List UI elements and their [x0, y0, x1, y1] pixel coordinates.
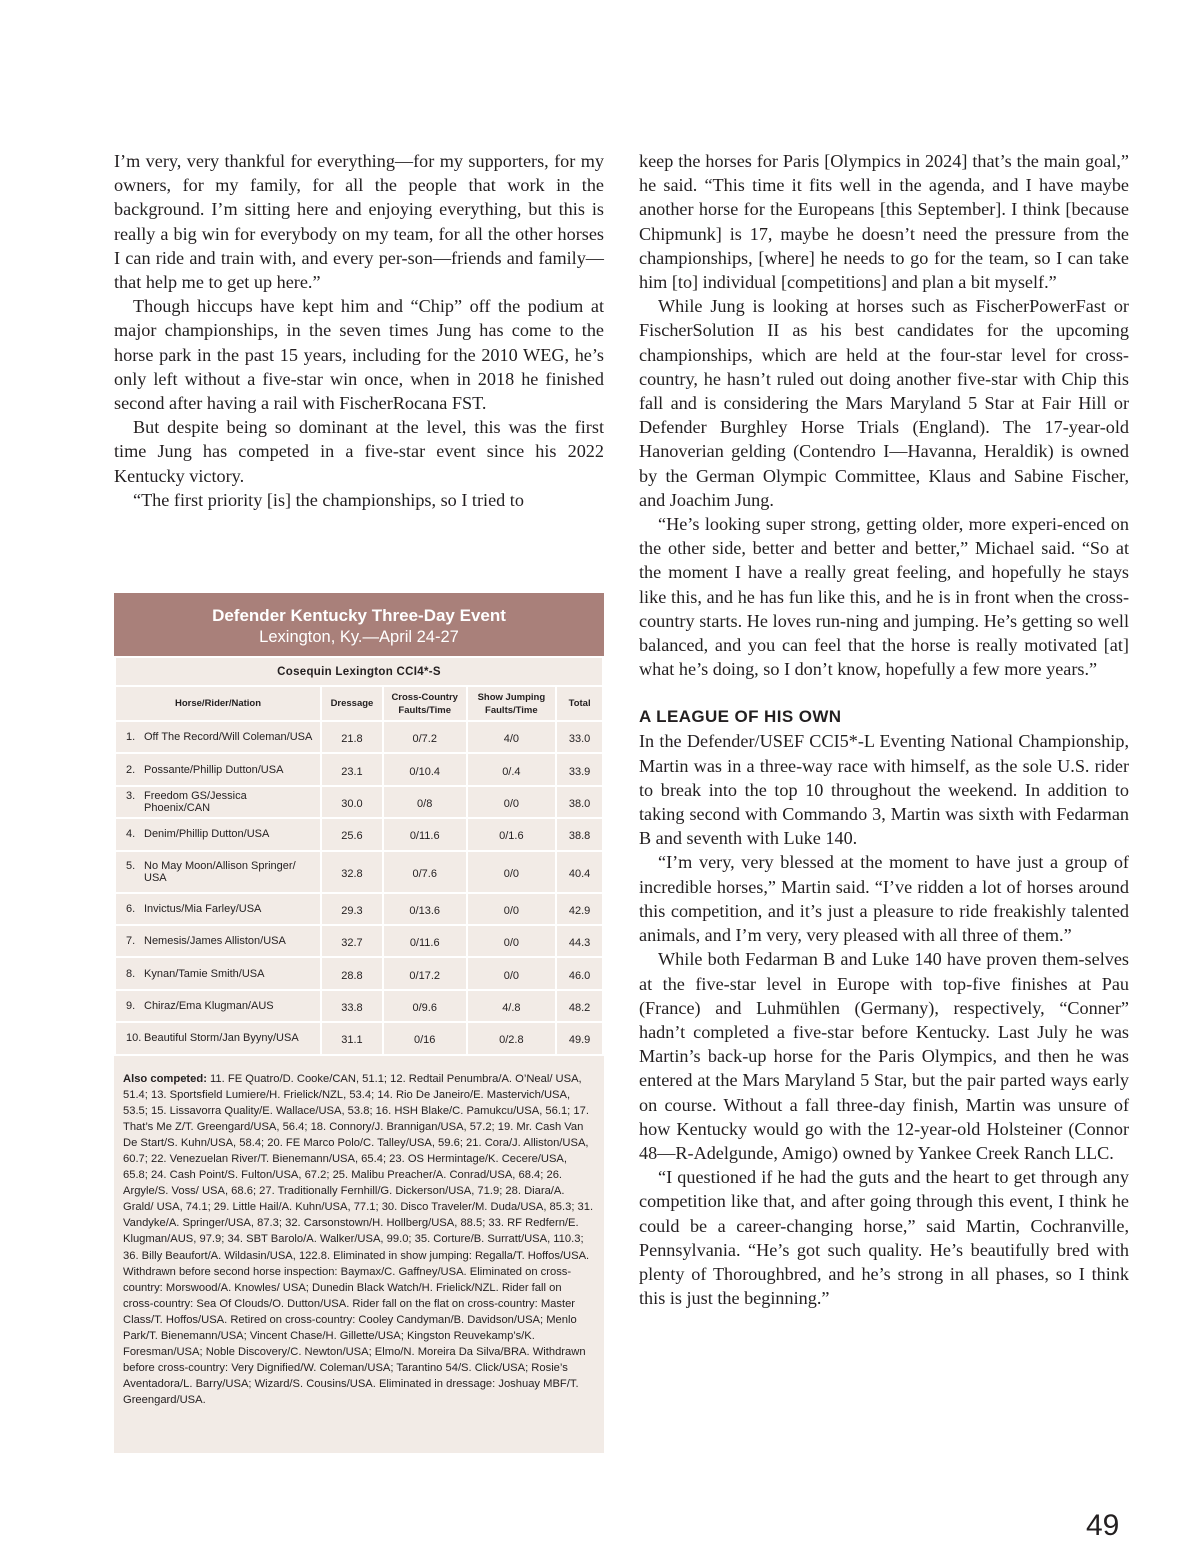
table-row — [115, 753, 603, 785]
total-score: 33.0 — [556, 721, 603, 753]
table-header-row — [115, 686, 603, 721]
xc-score: 0/17.2 — [383, 957, 467, 989]
dressage-score: 32.7 — [321, 925, 383, 957]
xc-score: 0/10.4 — [383, 753, 467, 785]
table-row — [115, 851, 603, 893]
also-competed — [114, 1056, 604, 1409]
total-score: 38.8 — [556, 818, 603, 850]
total-score: 44.3 — [556, 925, 603, 957]
total-score: 46.0 — [556, 957, 603, 989]
table-row — [115, 990, 603, 1022]
body-paragraph: But despite being so dominant at the level, this was the first time Jung has competed in a five-star event since his 2022 Kentucky victory. — [114, 417, 604, 486]
horse-rider: Possante/Phillip Dutton/USA — [144, 763, 284, 776]
xc-score: 0/9.6 — [383, 990, 467, 1022]
dressage-score: 23.1 — [321, 753, 383, 785]
rank: 6. — [126, 902, 136, 915]
horse-rider: Invictus/Mia Farley/USA — [144, 902, 262, 915]
horse-rider: Nemesis/James Alliston/USA — [144, 935, 286, 948]
table-row — [115, 957, 603, 989]
horse-rider: Off The Record/Will Coleman/USA — [144, 731, 313, 744]
rank: 5. — [126, 859, 136, 872]
total-score: 33.9 — [556, 753, 603, 785]
total-score: 40.4 — [556, 851, 603, 893]
dressage-score: 28.8 — [321, 957, 383, 989]
col-header-show-jumping: Show Jumping Faults/Time — [467, 686, 557, 721]
horse-rider: Kynan/Tamie Smith/USA — [144, 967, 265, 980]
sj-score: 4/.8 — [467, 990, 557, 1022]
sj-score: 0/0 — [467, 851, 557, 893]
sj-score: 4/0 — [467, 721, 557, 753]
body-paragraph: keep the horses for Paris [Olympics in 2024] that’s the main goal,” he said. “This time it fits well in the agenda, and I have maybe another horse for the Europeans [this September]. I think [because Chipmunk] is 17, maybe he doesn’t need the pressure from the championships, [where] he needs to go for the team, so I can take him [to] individual [competitions] and plan a bit myself.” — [639, 151, 1129, 293]
rank: 2. — [126, 763, 136, 776]
dressage-score: 29.3 — [321, 893, 383, 925]
results-subtitle: Lexington, Ky.—April 24-27 — [259, 628, 459, 646]
xc-score: 0/11.6 — [383, 818, 467, 850]
division-title: Cosequin Lexington CCI4*-S — [115, 657, 603, 686]
horse-rider: Freedom GS/Jessica Phoenix/CAN — [144, 789, 247, 814]
table-row — [115, 786, 603, 818]
total-score: 49.9 — [556, 1022, 603, 1054]
total-score: 38.0 — [556, 786, 603, 818]
body-paragraph: “I questioned if he had the guts and the heart to get through any competition like that, and after going through this event, I think he could be a career-changing horse,” said Martin, Cochranville, Pennsylvania. “He’s got such quality. He’s beautifully bred with plenty of Thoroughbred, and he’s strong in all phases, so I think this is just the beginning.” — [639, 1167, 1129, 1309]
body-paragraph: “He’s looking super strong, getting older, more experi-enced on the other side, better and better and better,” Michael said. “So at the moment I have a really great feeling, and hopefully he stays like this, and he has fun like this, and he is in front when the cross-country starts. He loves run-ning and jumping. He’s getting so well balanced, and you can feel that the horse is really motivated [at] what he’s doing, so I don’t know, hopefully a few more years.” — [639, 514, 1129, 680]
total-score: 48.2 — [556, 990, 603, 1022]
horse-rider: Beautiful Storm/Jan Byyny/USA — [144, 1032, 299, 1045]
xc-score: 0/8 — [383, 786, 467, 818]
body-paragraph: I’m very, very thankful for everything—for my supporters, for my owners, for my family, for all the people that work in the background. I’m sitting here and enjoying everything, but this is really a big win for everybody on my team, for all the other horses I can ride and train with, and every per-son—friends and family—that help me to get up here.” — [114, 151, 604, 293]
xc-score: 0/13.6 — [383, 893, 467, 925]
body-paragraph: While both Fedarman B and Luke 140 have proven them-selves at the five-star level in Europe with top-five finishes at Pau (France) and Luhmühlen (Germany), respectively, “Conner” hadn’t completed a five-star before Kentucky. Last July he was Martin’s back-up horse for the Paris Olympics, and then he was entered at the Mars Maryland 5 Star, but the pair parted ways early on course. Without a fall three-day finish, Martin was unsure of how Kentucky would go with the 12-year-old Holsteiner (Connor 48—R-Adelgunde, Amigo) owned by Yankee Creek Ranch LLC. — [639, 949, 1129, 1163]
results-box — [114, 593, 604, 1453]
also-competed-text: 11. FE Quatro/D. Cooke/CAN, 51.1; 12. Redtail Penumbra/A. O’Neal/ USA, 51.4; 13. Sportsfield Lumiere/H. Frielick/NZL, 53.4; 14. Rio De Janeiro/E. Mastervich/USA, 53.5; 15. Lissavorra Quality/E. Wallace/USA, 53.8; 16. HSH Blake/C. Pamukcu/USA, 56.1; 17. That’s Me Z/T. Greengard/USA, 56.4; 18. Connory/J. Brannigan/USA, 57.2; 19. Mr. Cash Van De Start/S. Kuhn/USA, 58.4; 20. FE Marco Polo/C. Talley/USA, 59.6; 21. Cora/J. Alliston/USA, 60.7; 22. Venezuelan River/T. Bienemann/USA, 65.4; 23. OS Hermintage/K. Cecere/USA, 65.8; 24. Cash Point/S. Fulton/USA, 67.2; 25. Malibu Preacher/A. Conrad/USA, 68.4; 26. Argyle/S. Voss/ USA, 68.6; 27. Traditionally Fernhill/G. Dickerson/USA, 71.9; 28. Diara/A. Grald/ USA, 74.1; 29. Little Hail/A. Kuhn/USA, 77.1; 30. Disco Traveler/M. Duda/USA, 85.3; 31. Vandyke/A. Springer/USA, 87.3; 32. Carsonstown/H. Hollberg/USA, 88.5; 33. RF Redfern/E. Klugman/AUS, 97.9; 34. SBT Barolo/A. Walker/USA, 99.0; 35. Corture/B. Surratt/USA, 110.3; 36. Billy Beaufort/A. Wildasin/USA, 122.8. Eliminated in show jumping: Regalla/T. Hoffos/USA. Withdrawn before second horse inspection: Baymax/C. Gaffney/USA. Eliminated on cross-country: Morswood/A. Knowles/ USA; Dunedin Black Watch/H. Frielick/NZL. Rider fall on cross-country: Sea Of Clouds/O. Dutton/USA. Rider fall on the flat on cross-country: Master Class/T. Hoffos/USA. Retired on cross-country: Cooley Candyman/B. Davidson/USA; Menlo Park/T. Bienemann/USA; Vincent Chase/H. Gillette/USA; Kingston Reuvekamp’s/K. Foresman/USA; Noble Discovery/C. Newton/USA; Elmo/N. Moreira Da Silva/BRA. Withdrawn before cross-country: Very Dignified/W. Coleman/USA; Tarantino 54/S. Click/USA; Rosie’s Aventadora/L. Barry/USA; Wizard/S. Cousins/USA. Eliminated in dressage: Joshuay MBF/T. Greengard/USA. — [123, 1072, 594, 1407]
rank: 9. — [126, 999, 136, 1012]
sj-score: 0/.4 — [467, 753, 557, 785]
results-header — [114, 593, 604, 656]
table-row — [115, 925, 603, 957]
horse-rider: No May Moon/Allison Springer/ USA — [144, 859, 296, 884]
left-column — [114, 149, 604, 512]
xc-score: 0/7.6 — [383, 851, 467, 893]
xc-score: 0/7.2 — [383, 721, 467, 753]
xc-score: 0/16 — [383, 1022, 467, 1054]
col-header-cross-country: Cross-Country Faults/Time — [383, 686, 467, 721]
sj-score: 0/0 — [467, 893, 557, 925]
dressage-score: 25.6 — [321, 818, 383, 850]
dressage-score: 21.8 — [321, 721, 383, 753]
dressage-score: 33.8 — [321, 990, 383, 1022]
sj-score: 0/1.6 — [467, 818, 557, 850]
table-row — [115, 893, 603, 925]
col-header-total: Total — [556, 686, 603, 721]
table-row — [115, 721, 603, 753]
body-paragraph: While Jung is looking at horses such as FischerPowerFast or FischerSolution II as his best candidates for the upcoming championships, which are held at the four-star level for cross-country, he hasn’t ruled out doing another five-star with Chip this fall and is considering the Mars Maryland 5 Star at Fair Hill or Defender Burghley Horse Trials (England). The 17-year-old Hanoverian gelding (Contendro I—Havanna, Heraldik) is owned by the German Olympic Committee, Klaus and Sabine Fischer, and Joachim Jung. — [639, 296, 1129, 510]
body-paragraph: In the Defender/USEF CCI5*-L Eventing National Championship, Martin was in a three-way race with himself, as the sole U.S. rider to break into the top 10 throughout the weekend. In addition to taking second with Commando 3, Martin was sixth with Fedarman B and seventh with Luke 140. — [639, 731, 1129, 849]
body-paragraph: Though hiccups have kept him and “Chip” off the podium at major championships, in the seven times Jung has come to the horse park in the past 15 years, including for the 2010 WEG, he’s only left without a five-star win once, when in 2018 he finished second after having a rail with FischerRocana FST. — [114, 296, 604, 414]
table-row — [115, 818, 603, 850]
xc-score: 0/11.6 — [383, 925, 467, 957]
sj-score: 0/0 — [467, 786, 557, 818]
dressage-score: 31.1 — [321, 1022, 383, 1054]
table-row — [115, 1022, 603, 1054]
rank: 8. — [126, 967, 136, 980]
right-column — [639, 149, 1129, 1310]
body-paragraph: “The first priority [is] the championships, so I tried to — [133, 489, 524, 510]
results-table — [114, 656, 604, 1056]
sj-score: 0/0 — [467, 925, 557, 957]
rank: 4. — [126, 828, 136, 841]
rank: 1. — [126, 731, 136, 744]
body-paragraph: “I’m very, very blessed at the moment to have just a group of incredible horses,” Martin said. “I’ve ridden a lot of horses around this competition, and it’s just a pleasure to ride freakishly talented animals, and I’m very, very pleased with all three of them.” — [639, 852, 1129, 946]
page-number: 49 — [1086, 1509, 1120, 1542]
sj-score: 0/2.8 — [467, 1022, 557, 1054]
rank: 3. — [126, 789, 136, 802]
dressage-score: 32.8 — [321, 851, 383, 893]
section-heading: A LEAGUE OF HIS OWN — [639, 707, 842, 727]
rank: 7. — [126, 935, 136, 948]
horse-rider: Chiraz/Ema Klugman/AUS — [144, 999, 274, 1012]
total-score: 42.9 — [556, 893, 603, 925]
sj-score: 0/0 — [467, 957, 557, 989]
dressage-score: 30.0 — [321, 786, 383, 818]
horse-rider: Denim/Phillip Dutton/USA — [144, 828, 270, 841]
rank: 10. — [126, 1032, 142, 1045]
col-header-horse: Horse/Rider/Nation — [115, 686, 321, 721]
results-title: Defender Kentucky Three-Day Event — [212, 606, 506, 625]
col-header-dressage: Dressage — [321, 686, 383, 721]
also-competed-label: Also competed: — [123, 1072, 207, 1085]
